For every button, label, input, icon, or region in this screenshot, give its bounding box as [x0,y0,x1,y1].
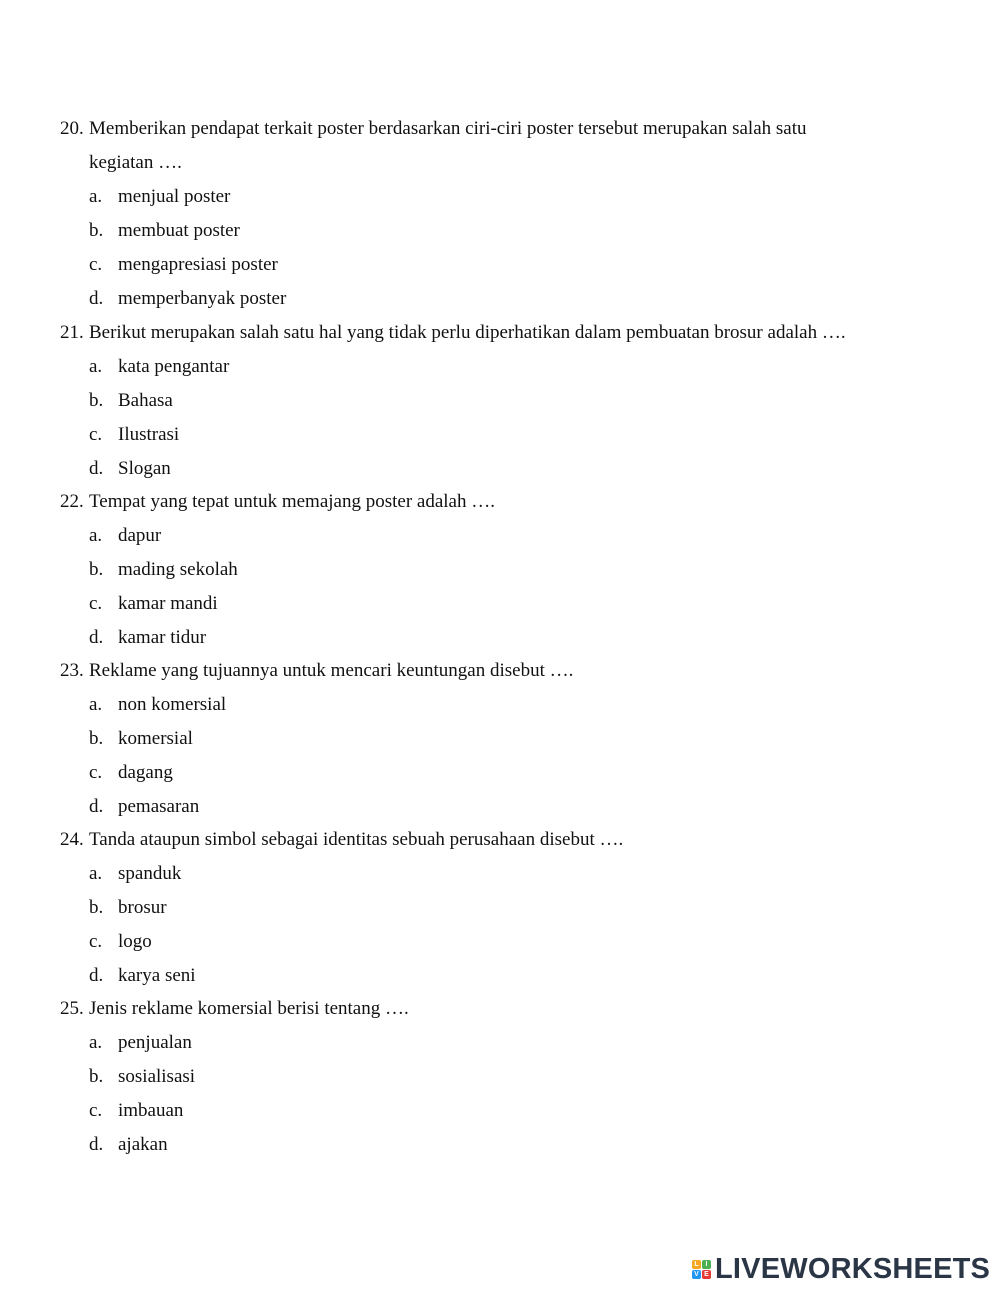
option-letter: b. [89,559,104,580]
option-text: Ilustrasi [118,424,180,445]
logo-tile-i: I [702,1260,711,1269]
option-24c[interactable] [89,925,152,959]
option-letter: b. [89,1066,104,1087]
question-23 [60,654,960,688]
option-letter: c. [89,762,103,783]
question-number: 20. [60,118,84,139]
option-letter: d. [89,1134,104,1155]
option-21a[interactable] [89,350,229,384]
option-letter: d. [89,965,104,986]
option-text: Slogan [118,458,171,479]
option-text: imbauan [118,1100,184,1121]
option-letter: d. [89,458,104,479]
option-text: spanduk [118,863,182,884]
option-text: memperbanyak poster [118,288,287,309]
option-21b[interactable] [89,384,173,418]
option-25b[interactable] [89,1060,195,1094]
option-22d[interactable] [89,621,206,655]
option-text: kamar mandi [118,593,218,614]
option-text: karya seni [118,965,196,986]
option-20d[interactable] [89,282,286,316]
option-text: dapur [118,525,162,546]
question-text: Tanda ataupun simbol sebagai identitas sebuah perusahaan disebut …. [89,829,624,850]
option-24a[interactable] [89,857,181,891]
question-text: Memberikan pendapat terkait poster berdasarkan ciri-ciri poster tersebut merupakan salah satu kegiatan …. [89,118,807,173]
option-letter: c. [89,1100,103,1121]
option-text: pemasaran [118,796,200,817]
question-number: 25. [60,998,84,1019]
option-letter: a. [89,863,103,884]
question-24 [60,823,960,857]
option-20b[interactable] [89,214,240,248]
option-text: mading sekolah [118,559,238,580]
option-20c[interactable] [89,248,278,282]
option-24b[interactable] [89,891,167,925]
liveworksheets-logo-icon [692,1260,711,1279]
question-number: 24. [60,829,84,850]
option-letter: c. [89,931,103,952]
option-text: sosialisasi [118,1066,196,1087]
option-letter: b. [89,728,104,749]
logo-tile-e: E [702,1270,711,1279]
option-25a[interactable] [89,1026,192,1060]
option-21c[interactable] [89,418,179,452]
question-text: Reklame yang tujuannya untuk mencari keuntungan disebut …. [89,660,574,681]
option-text: brosur [118,897,167,918]
option-text: dagang [118,762,173,783]
question-25 [60,992,960,1026]
option-letter: b. [89,220,104,241]
option-22c[interactable] [89,587,218,621]
question-text: Berikut merupakan salah satu hal yang tidak perlu diperhatikan dalam pembuatan brosur adalah …. [89,322,846,343]
option-text: Bahasa [118,390,173,411]
option-22a[interactable] [89,519,161,553]
option-text: komersial [118,728,193,749]
option-23d[interactable] [89,790,199,824]
option-24d[interactable] [89,959,196,993]
option-letter: d. [89,796,104,817]
option-text: penjualan [118,1032,192,1053]
option-text: mengapresiasi poster [118,254,278,275]
option-letter: b. [89,390,104,411]
option-25c[interactable] [89,1094,183,1128]
logo-tile-v: V [692,1270,701,1279]
option-letter: d. [89,627,104,648]
option-text: ajakan [118,1134,168,1155]
logo-tile-l: L [692,1260,701,1269]
question-text: Tempat yang tepat untuk memajang poster adalah …. [89,491,495,512]
question-number: 21. [60,322,84,343]
option-text: menjual poster [118,186,231,207]
option-letter: d. [89,288,104,309]
option-text: kamar tidur [118,627,207,648]
option-letter: b. [89,897,104,918]
option-letter: c. [89,254,103,275]
question-text: Jenis reklame komersial berisi tentang …. [89,998,409,1019]
option-letter: c. [89,593,103,614]
option-text: logo [118,931,152,952]
option-20a[interactable] [89,180,230,214]
option-22b[interactable] [89,553,238,587]
question-21 [60,316,960,350]
option-text: membuat poster [118,220,240,241]
brand-name: LIVEWORKSHEETS [715,1252,991,1285]
option-21d[interactable] [89,452,171,486]
option-letter: a. [89,525,103,546]
option-23a[interactable] [89,688,226,722]
question-20 [60,112,960,180]
option-letter: a. [89,1032,103,1053]
liveworksheets-logo [692,1252,990,1286]
option-23b[interactable] [89,722,193,756]
option-letter: a. [89,186,103,207]
option-text: non komersial [118,694,227,715]
option-23c[interactable] [89,756,173,790]
question-number: 22. [60,491,84,512]
question-number: 23. [60,660,84,681]
option-25d[interactable] [89,1128,168,1162]
option-letter: a. [89,356,103,377]
option-letter: a. [89,694,103,715]
option-text: kata pengantar [118,356,230,377]
question-22 [60,485,960,519]
option-letter: c. [89,424,103,445]
